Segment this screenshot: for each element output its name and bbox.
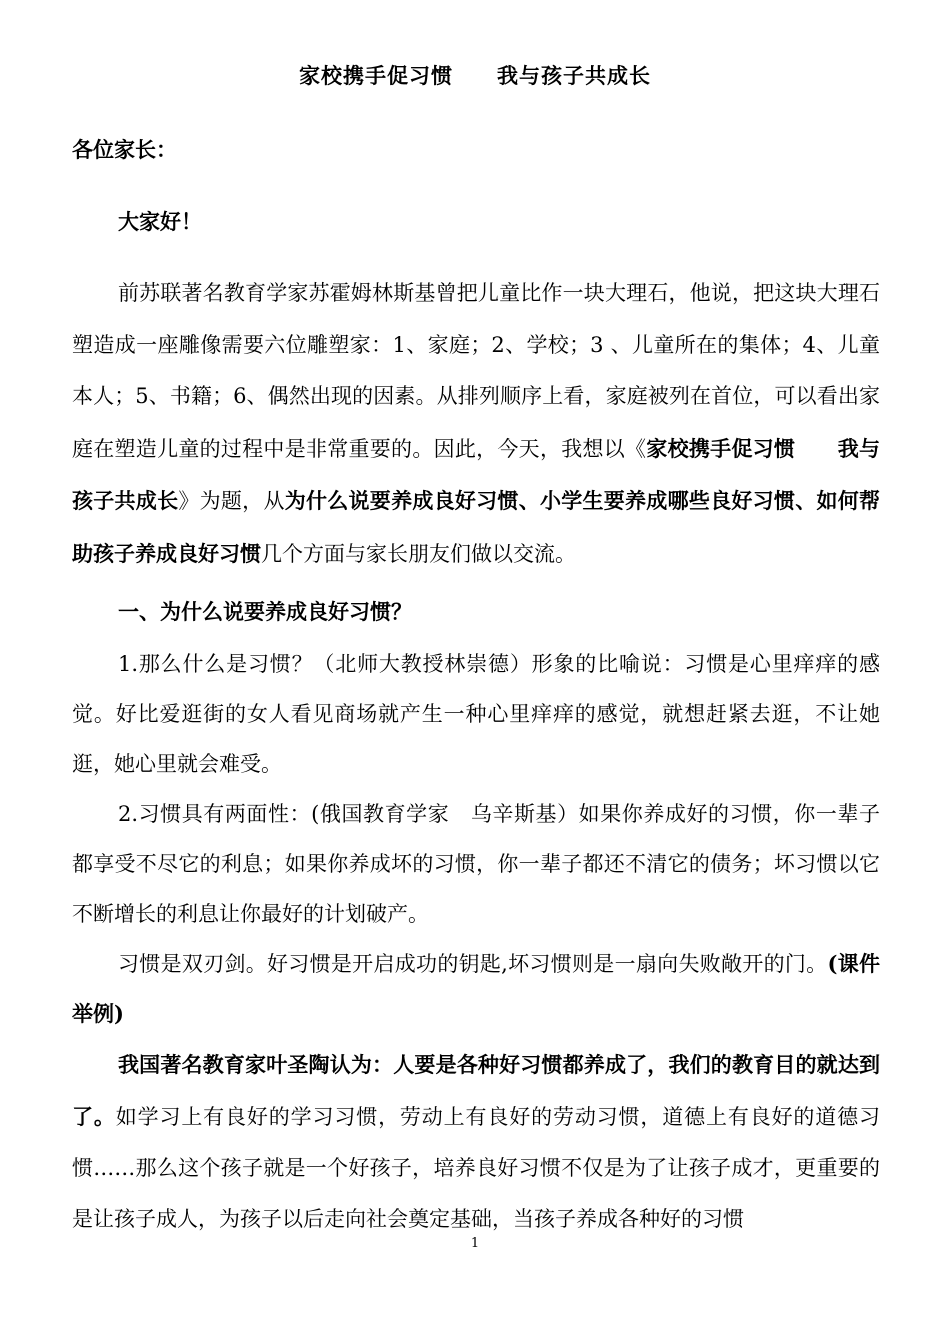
page-number: 1 (470, 1236, 480, 1251)
intro-paragraph (72, 268, 880, 580)
double-edged-text: 习惯是双刃剑。好习惯是开启成功的钥匙,坏习惯则是一扇向失败敞开的门。 (118, 952, 828, 976)
intro-bold-title-a: 家校携手促习惯 (646, 435, 796, 461)
document-title: 家校携手促习惯 我与孩子共成长 (299, 63, 651, 88)
ye-shengtao-quote: 我国著名教育家叶圣陶认为：人要是各种好习惯都养成了，我们的教育目的就达到了。 (72, 1052, 880, 1129)
salutation: 各位家长： (72, 137, 177, 162)
intro-gap (795, 437, 838, 461)
paragraph-ye-shengtao (72, 1039, 880, 1245)
intro-text-2: 》为题，从 (178, 489, 285, 513)
intro-bold-title-b: 我与孩子共成长 (72, 435, 881, 513)
intro-bold-topics: 为什么说要养成良好习惯、小学生要养成哪些良好习惯、如何帮助孩子养成良好习惯 (72, 488, 881, 566)
paragraph-two-sides: 2.习惯具有两面性：(俄国教育学家 乌辛斯基）如果你养成好的习惯，你一辈子都享受不尽它的利息；如果你养成坏的习惯，你一辈子都还不清它的债务；坏习惯以它不断增长的利息让你最好的计划破产。 (72, 802, 880, 926)
greeting-line: 大家好！ (118, 209, 202, 234)
section-heading: 一、为什么说要养成良好习惯？ (118, 599, 412, 624)
ye-shengtao-text: 如学习上有良好的学习习惯，劳动上有良好的劳动习惯，道德上有良好的道德习惯……那么这个孩子就是一个好孩子，培养良好习惯不仅是为了让孩子成才，更重要的是让孩子成人，为孩子以后走向社会奠定基础，当孩子养成各种好的习惯 (72, 1105, 881, 1231)
paragraph-what-is-habit: 1.那么什么是习惯？（北师大教授林崇德）形象的比喻说：习惯是心里痒痒的感觉。好比爱逛街的女人看见商场就产生一种心里痒痒的感觉，就想赶紧去逛，不让她逛，她心里就会难受。 (72, 652, 880, 776)
paragraph-double-edged (72, 939, 880, 1039)
intro-text-3: 几个方面与家长朋友们做以交流。 (261, 541, 576, 566)
intro-text-1: 前苏联著名教育学家苏霍姆林斯基曾把儿童比作一块大理石，他说，把这块大理石塑造成一座雕像需要六位雕塑家：1、家庭；2、学校；3 、儿童所在的集体；4、儿童本人；5、书籍；6、偶然出现的因素。从排列顺序上看，家庭被列在首位，可以看出家庭在塑造儿童的过程中是非常重要的。因此，今天，我想以《 (72, 281, 880, 461)
courseware-note: (课件举例) (72, 951, 880, 1026)
